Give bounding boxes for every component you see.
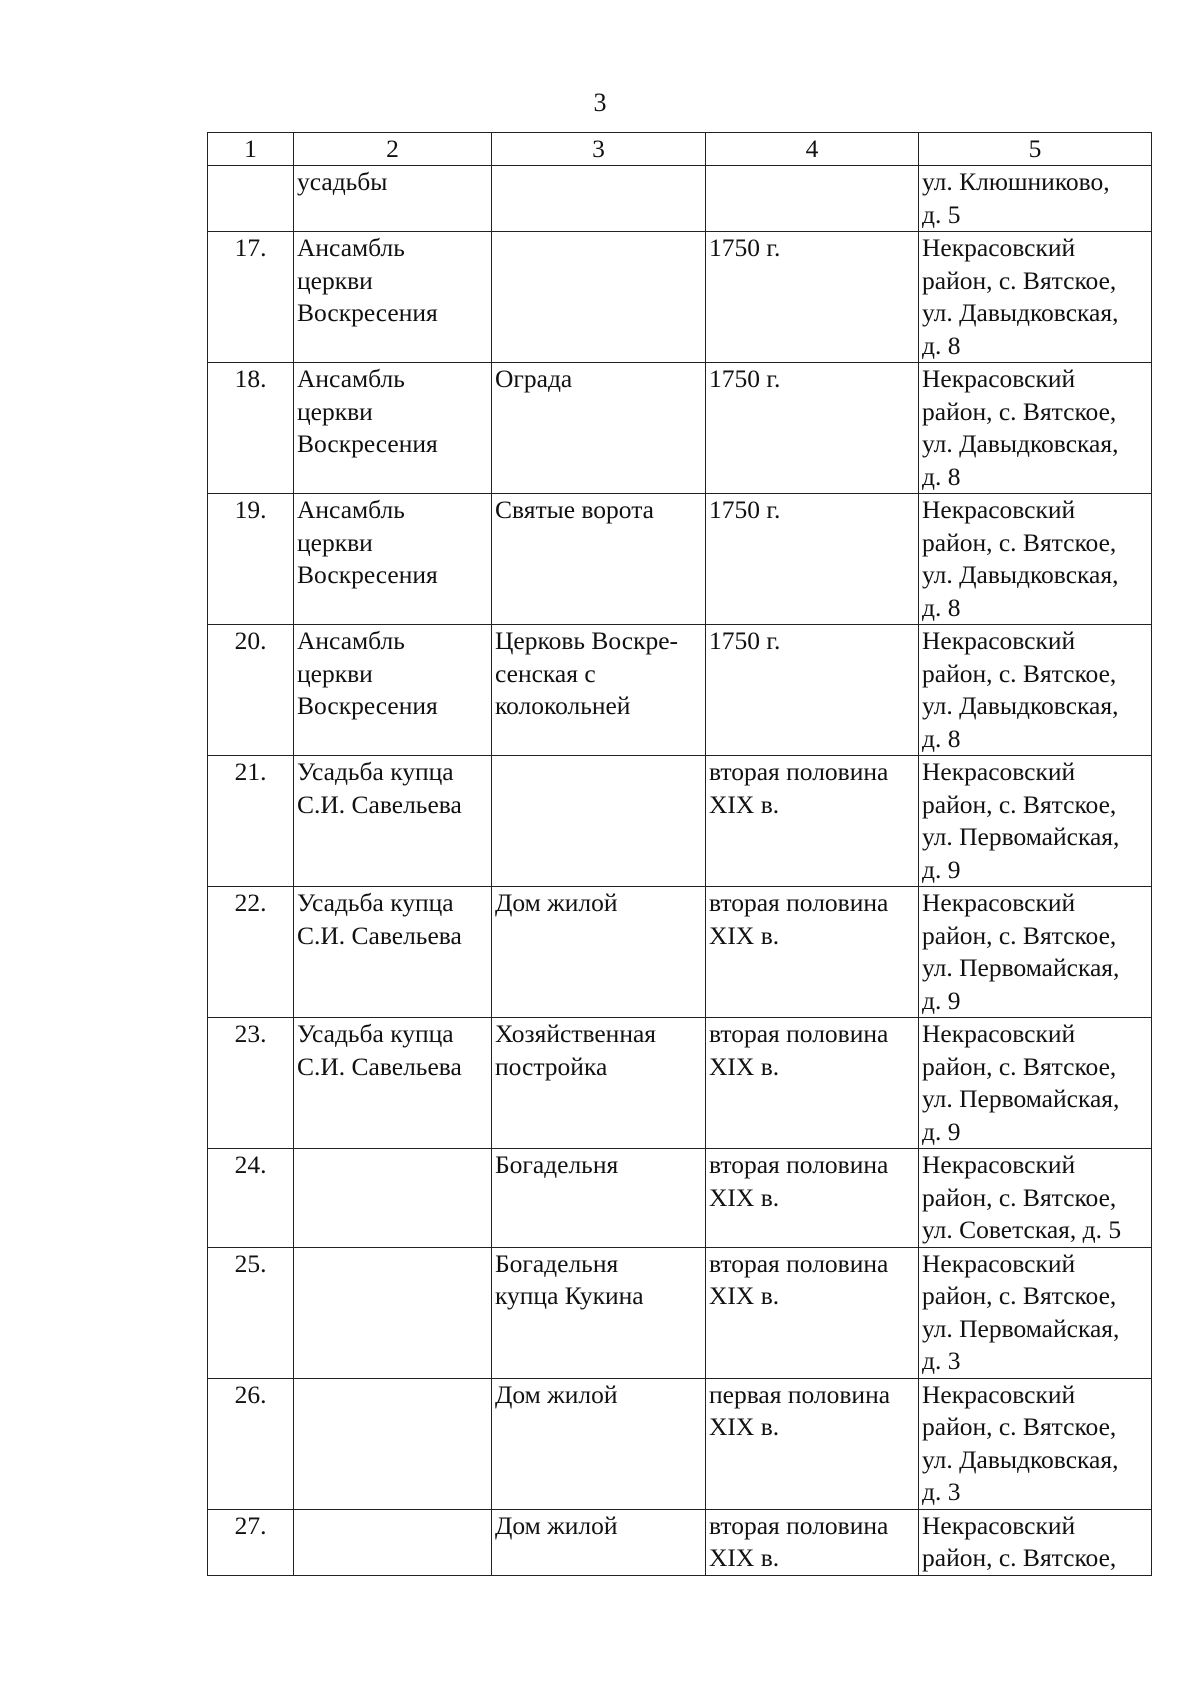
object-name: Дом жилой xyxy=(492,1509,706,1575)
heritage-objects-table xyxy=(207,132,1152,1576)
table-header-row xyxy=(208,133,1152,166)
object-name: Хозяйственная постройка xyxy=(492,1018,706,1149)
table-row xyxy=(208,1509,1152,1575)
address: Некрасовский район, с. Вятское, ул. Давыдковская, д. 3 xyxy=(919,1378,1152,1509)
ensemble-name: Ансамбль церкви Воскресения xyxy=(294,625,492,756)
address: Некрасовский район, с. Вятское, ул. Давыдковская, д. 8 xyxy=(919,363,1152,494)
column-header-4: 4 xyxy=(706,133,919,166)
address: Некрасовский район, с. Вятское, ул. Давыдковская, д. 8 xyxy=(919,625,1152,756)
table-row xyxy=(208,232,1152,363)
address: Некрасовский район, с. Вятское, ул. Советская, д. 5 xyxy=(919,1149,1152,1248)
table-row xyxy=(208,494,1152,625)
object-name xyxy=(492,232,706,363)
object-name: Дом жилой xyxy=(492,1378,706,1509)
table-row xyxy=(208,1247,1152,1378)
column-header-5: 5 xyxy=(919,133,1152,166)
address: Некрасовский район, с. Вятское, xyxy=(919,1509,1152,1575)
row-number: 17. xyxy=(208,232,294,363)
address: Некрасовский район, с. Вятское, ул. Давыдковская, д. 8 xyxy=(919,494,1152,625)
row-number: 23. xyxy=(208,1018,294,1149)
table-row xyxy=(208,363,1152,494)
object-name: Ограда xyxy=(492,363,706,494)
dating: вторая половина XIX в. xyxy=(706,756,919,887)
ensemble-name: Ансамбль церкви Воскресения xyxy=(294,232,492,363)
row-number: 21. xyxy=(208,756,294,887)
row-number: 24. xyxy=(208,1149,294,1248)
column-header-3: 3 xyxy=(492,133,706,166)
table-row xyxy=(208,756,1152,887)
ensemble-name xyxy=(294,1149,492,1248)
dating: первая половина XIX в. xyxy=(706,1378,919,1509)
row-number: 18. xyxy=(208,363,294,494)
table-row xyxy=(208,887,1152,1018)
row-number: 22. xyxy=(208,887,294,1018)
table-row xyxy=(208,1018,1152,1149)
dating: вторая половина XIX в. xyxy=(706,1018,919,1149)
column-header-1: 1 xyxy=(208,133,294,166)
page-number: 3 xyxy=(593,88,607,117)
table-row xyxy=(208,1149,1152,1248)
dating: вторая половина XIX в. xyxy=(706,1247,919,1378)
dating: вторая половина XIX в. xyxy=(706,1149,919,1248)
row-number: 26. xyxy=(208,1378,294,1509)
dating: 1750 г. xyxy=(706,232,919,363)
object-name xyxy=(492,166,706,232)
dating: вторая половина XIX в. xyxy=(706,1509,919,1575)
object-name: Дом жилой xyxy=(492,887,706,1018)
address: ул. Клюшниково, д. 5 xyxy=(919,166,1152,232)
ensemble-name: усадьбы xyxy=(294,166,492,232)
object-name: Святые ворота xyxy=(492,494,706,625)
ensemble-name xyxy=(294,1509,492,1575)
dating: 1750 г. xyxy=(706,494,919,625)
object-name: Богадельня купца Кукина xyxy=(492,1247,706,1378)
object-name: Богадельня xyxy=(492,1149,706,1248)
dating: 1750 г. xyxy=(706,363,919,494)
row-number: 25. xyxy=(208,1247,294,1378)
dating: 1750 г. xyxy=(706,625,919,756)
object-name xyxy=(492,756,706,887)
table-row xyxy=(208,625,1152,756)
address: Некрасовский район, с. Вятское, ул. Первомайская, д. 9 xyxy=(919,1018,1152,1149)
address: Некрасовский район, с. Вятское, ул. Первомайская, д. 9 xyxy=(919,887,1152,1018)
row-number xyxy=(208,166,294,232)
table-row xyxy=(208,166,1152,232)
table-row xyxy=(208,1378,1152,1509)
row-number: 27. xyxy=(208,1509,294,1575)
object-name: Церковь Воскре- сенская с колокольней xyxy=(492,625,706,756)
dating xyxy=(706,166,919,232)
column-header-2: 2 xyxy=(294,133,492,166)
dating: вторая половина XIX в. xyxy=(706,887,919,1018)
ensemble-name: Усадьба купца С.И. Савельева xyxy=(294,887,492,1018)
ensemble-name: Ансамбль церкви Воскресения xyxy=(294,363,492,494)
ensemble-name xyxy=(294,1247,492,1378)
ensemble-name: Усадьба купца С.И. Савельева xyxy=(294,1018,492,1149)
address: Некрасовский район, с. Вятское, ул. Первомайская, д. 3 xyxy=(919,1247,1152,1378)
ensemble-name xyxy=(294,1378,492,1509)
row-number: 19. xyxy=(208,494,294,625)
address: Некрасовский район, с. Вятское, ул. Давыдковская, д. 8 xyxy=(919,232,1152,363)
row-number: 20. xyxy=(208,625,294,756)
address: Некрасовский район, с. Вятское, ул. Первомайская, д. 9 xyxy=(919,756,1152,887)
ensemble-name: Ансамбль церкви Воскресения xyxy=(294,494,492,625)
ensemble-name: Усадьба купца С.И. Савельева xyxy=(294,756,492,887)
